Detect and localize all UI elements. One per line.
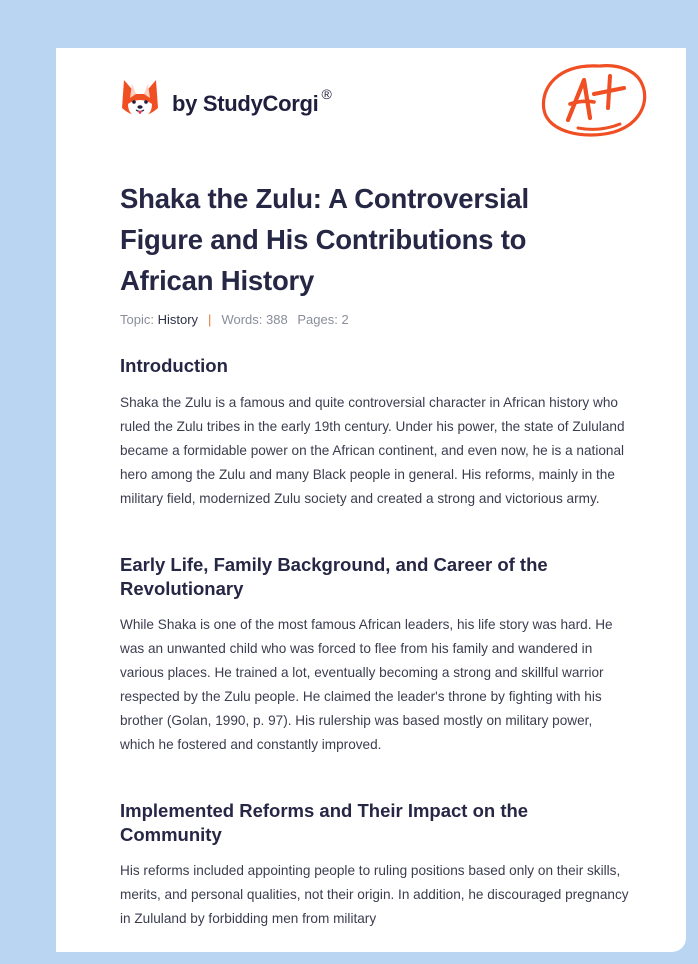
registered-mark: ® [321,86,332,102]
section-heading-early-life: Early Life, Family Background, and Career of the Revolutionary [120,554,548,599]
section-paragraph-reforms: His reforms included appointing people to ruling positions based only on their skills, merits, and personal qualities, not their origin. In addition, he discouraged pregnancy in Zululand by forbidding men from military [120,863,629,926]
document-meta [120,312,349,327]
meta-separator: | [208,312,212,327]
pages-value: 2 [341,312,349,327]
document-title: Shaka the Zulu: A Controversial Figure and His Contributions to African History [120,183,529,296]
a-plus-icon [538,58,650,142]
words-value: 388 [266,312,288,327]
topic-label: Topic: [120,312,154,327]
document-card [56,48,686,952]
logo-wordmark: by StudyCorgi [172,91,319,116]
words-label: Words: [221,312,263,327]
section-paragraph-introduction: Shaka the Zulu is a famous and quite controversial character in African history who ruled the Zulu tribes in the early 19th century. Under his power, the state of Zululand became a formidable power on the African continent, and even now, he is a national hero among the Zulu and many Black people in general. His reforms, mainly in the military field, modernized Zulu society and created a strong and victorious army. [120,395,625,506]
topic-link[interactable]: History [157,312,199,327]
pages-label: Pages: [297,312,338,327]
section-paragraph-early-life: While Shaka is one of the most famous African leaders, his life story was hard. He was an unwanted child who was forced to flee from his family and wandered in various places. He trained a lot, eventually becoming a strong and skillful warrior respected by the Zulu people. He claimed the leader's throne by fighting with his brother (Golan, 1990, p. 97). His rulership was based mostly on military power, which he fostered and constantly improved. [120,617,613,752]
studycorgi-logo[interactable] [120,75,331,125]
section-heading-reforms: Implemented Reforms and Their Impact on the Community [120,800,529,845]
grade-badge [538,58,650,147]
corgi-icon [120,78,160,122]
logo-text [172,86,332,117]
section-heading-introduction: Introduction [120,355,228,376]
